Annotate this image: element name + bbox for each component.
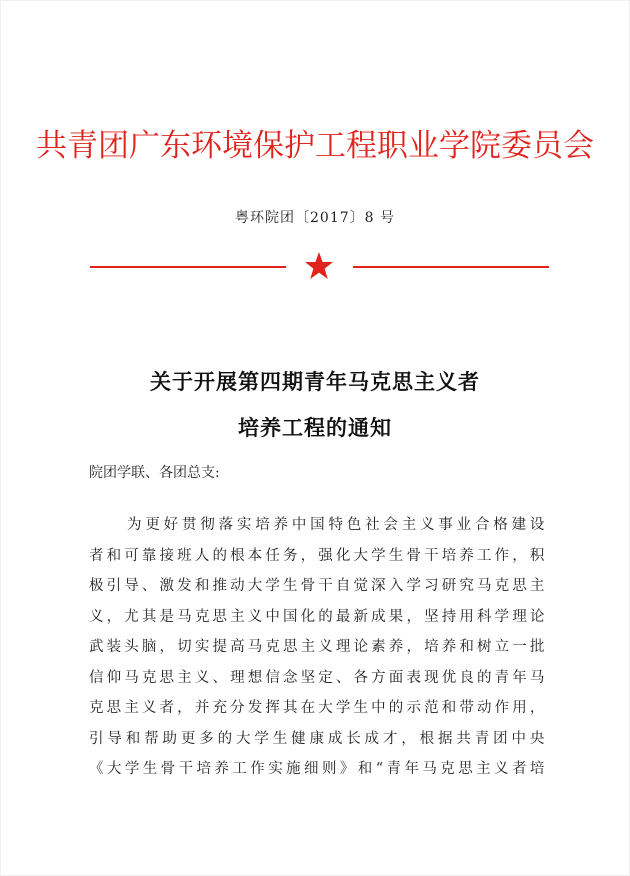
document-number: 粤环院团〔2017〕8 号 — [235, 210, 395, 226]
notice-title-line-2: 培养工程的通知 — [238, 416, 392, 440]
salutation: 院团学联、各团总支: — [89, 465, 220, 481]
body-line: 武装头脑，切实提高马克思主义理论素养，培养和树立一批 — [89, 639, 545, 655]
body-line: 克思主义者，并充分发挥其在大学生中的示范和带动作用， — [89, 700, 545, 716]
body-line: 引导和帮助更多的大学生健康成长成才，根据共青团中央 — [89, 730, 545, 747]
red-divider-left — [90, 266, 286, 268]
body-line: 信仰马克思主义、理想信念坚定、各方面表现优良的青年马 — [89, 669, 545, 686]
body-line: 义，尤其是马克思主义中国化的最新成果，坚持用科学理论 — [89, 608, 545, 625]
red-divider-right — [353, 266, 549, 268]
notice-title-line-1: 关于开展第四期青年马克思主义者 — [150, 370, 480, 394]
body-line: 极引导、激发和推动大学生骨干自觉深入学习研究马克思主 — [89, 578, 545, 594]
body-line: 者和可靠接班人的根本任务，强化大学生骨干培养工作，积 — [89, 547, 545, 564]
body-line: 为更好贯彻落实培养中国特色社会主义事业合格建设 — [127, 517, 545, 533]
issuing-organization-header: 共青团广东环境保护工程职业学院委员会 — [36, 128, 594, 164]
red-star-icon — [303, 250, 335, 282]
body-paragraph — [89, 510, 545, 785]
body-line: 《大学生骨干培养工作实施细则》和“青年马克思主义者培 — [89, 761, 545, 777]
